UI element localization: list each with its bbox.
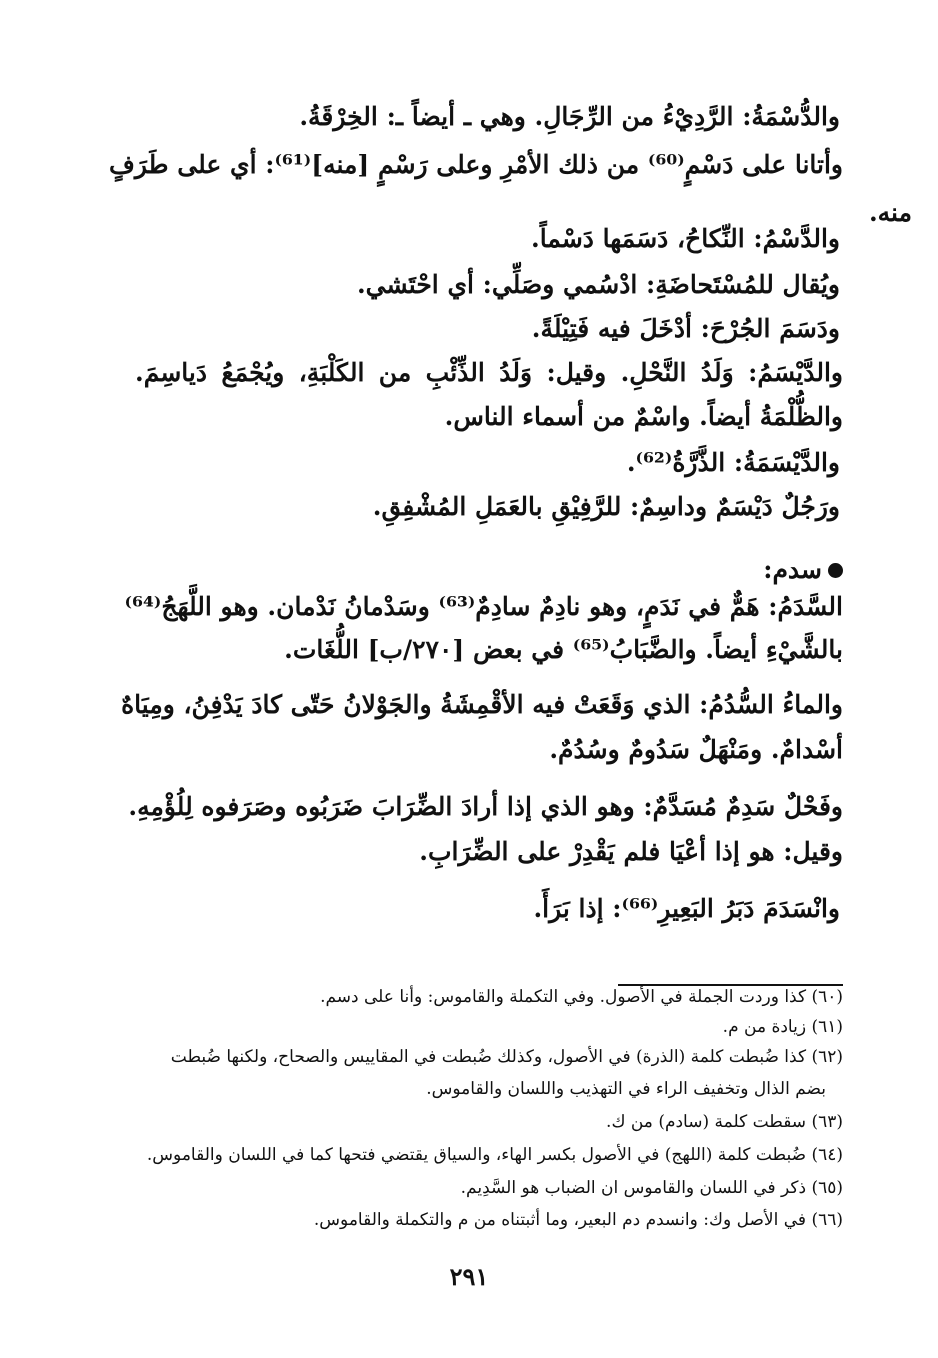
body-line: ودَسَمَ الجُرْحَ: أدْخَلَ فيه فَتِيْلَةً. xyxy=(531,314,840,343)
body-line: والظُّلْمَةُ أيضاً. واسْمٌ من أسماء الناس. xyxy=(444,402,843,431)
bullet-icon xyxy=(828,563,843,578)
entry-line: وقيل: هو إذا أعْيَا فلم يَقْدِرْ على الضِّرَابِ. xyxy=(419,837,843,866)
body-line: والدَّسْمُ: النِّكاحُ، دَسَمَها دَسْماً. xyxy=(531,224,840,253)
body-line: ورَجُلٌ دَيْسَمٌ وداسِمٌ: للرَّفِيْقِ بالعَمَلِ المُشْفِقِ. xyxy=(372,492,840,521)
footnote: (٦٠) كذا وردت الجملة في الأصول. وفي التكملة والقاموس: وأنا على دسم. xyxy=(320,987,843,1007)
entry-line: السَّدَمُ: هَمٌّ في نَدَمٍ، وهو نادِمٌ سادِمٌ⁽⁶³⁾ وسَدْمانُ نَدْمان. وهو اللَّهَجُ⁽⁶⁴⁾ xyxy=(124,592,843,621)
footnote: (٦٦) في الأصل وك: وانسدم دم البعير، وما أثبتناه من م والتكملة والقاموس. xyxy=(313,1210,843,1230)
footnote: (٦٥) ذكر في اللسان والقاموس ان الضباب هو السَّدِيم. xyxy=(460,1178,843,1198)
entry-heading xyxy=(763,553,843,587)
entry-line: والماءُ السُّدُمُ: الذي وَقَعَتْ فيه الأقْمِشَةُ والجَوْلانُ حَتّى كادَ يَدْفِنُ، ومِيَاهٌ xyxy=(121,690,843,719)
footnote: (٦٢) كذا ضُبطت كلمة (الذرة) في الأصول، وكذلك ضُبطت في المقاييس والصحاح، ولكنها ضُبطت xyxy=(170,1047,843,1067)
body-line: منه. xyxy=(868,198,912,227)
body-line: والدَّيْسَمَةُ: الذَّرَّةُ⁽⁶²⁾. xyxy=(626,448,840,477)
body-line: ويُقال للمُسْتَحاضَةِ: ادْسُمي وصَلِّي: أي احْتَشي. xyxy=(356,270,840,299)
page-number: ٢٩١ xyxy=(449,1262,489,1291)
entry-line: وفَحْلٌ سَدِمٌ مُسَدَّمٌ: وهو الذي إذا أرادَ الضِّرَابَ ضَرَبُوه وصَرَفوه لِلُؤْمِهِ. xyxy=(128,792,843,821)
footnote: (٦٤) ضُبطت كلمة (اللهج) في الأصول بكسر الهاء، والسياق يقتضي فتحها كما في اللسان والقاموس. xyxy=(146,1145,843,1165)
body-line: والدُّسْمَةُ: الرَّدِيْءُ من الرِّجَالِ. وهي ـ أيضاً ـ: الخِرْقَةُ. xyxy=(299,102,840,131)
entry-line: أسْدامٌ. ومَنْهَلٌ سَدُومٌ وسُدُمٌ. xyxy=(549,735,843,764)
entry-line: بالشَّيْءِ أيضاً. والضَّبَابُ⁽⁶⁵⁾ في بعض [٢٧٠/ب] اللُّغَات. xyxy=(284,635,843,664)
footnote-continuation: بضم الذال وتخفيف الراء في التهذيب واللسان والقاموس. xyxy=(426,1079,826,1099)
body-line: والدَّيْسَمُ: وَلَدُ النَّحْلِ. وقيل: وَلَدُ الذِّئْبِ من الكَلْبَةِ، ويُجْمَعُ دَياسِمَ. xyxy=(135,358,843,387)
entry-line: وانْسَدَمَ دَبَرُ البَعِيرِ⁽⁶⁶⁾: إذا بَرَأَ. xyxy=(533,894,840,923)
footnote: (٦١) زيادة من م. xyxy=(722,1017,843,1037)
body-line: وأتانا على دَسْمٍ⁽⁶⁰⁾ من ذلك الأمْرِ وعلى رَسْمٍ [منه]⁽⁶¹⁾: أي على طَرَفٍ xyxy=(108,150,843,179)
footnote: (٦٣) سقطت كلمة (سادم) من ك. xyxy=(606,1112,843,1132)
entry-heading-text: سدم: xyxy=(763,555,822,584)
